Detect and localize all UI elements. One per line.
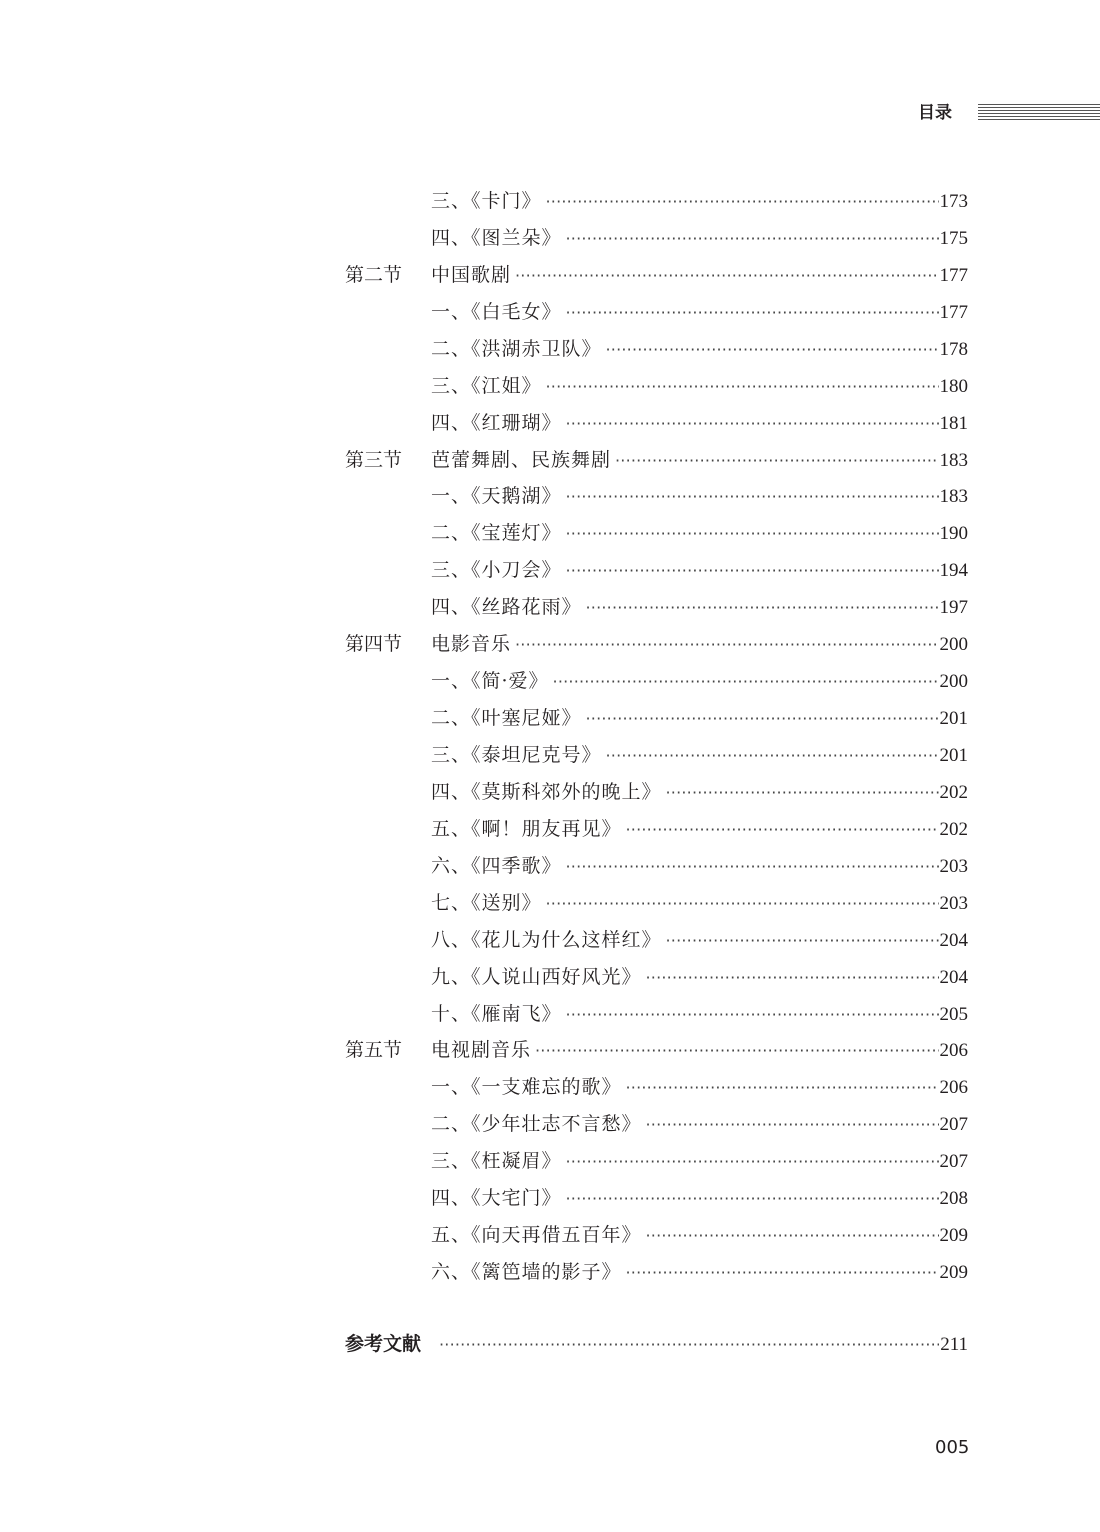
toc-entry-page: 206 [939,1040,968,1062]
toc-entry[interactable] [431,703,968,733]
toc-section-entry[interactable] [345,1035,968,1065]
toc-section-entry[interactable] [345,445,968,475]
toc-entry-label: 五、《向天再借五百年》 [431,1224,642,1246]
dot-leader [515,629,938,660]
toc-entry-page: 201 [939,745,968,766]
toc-entry-label: 四、《莫斯科郊外的晚上》 [431,780,662,803]
toc-entry[interactable] [431,408,968,438]
dot-leader [546,888,939,919]
toc-entry-page: 181 [939,412,968,434]
toc-entry-label: 三、《枉凝眉》 [431,1150,562,1173]
toc-entry-page: 204 [939,966,968,988]
toc-entry[interactable] [431,1220,968,1250]
toc-entry-page: 202 [939,781,968,803]
toc-entry-page: 201 [939,708,968,729]
toc-section-number: 第五节 [345,1039,403,1062]
toc-entry-page: 178 [939,338,968,360]
dot-leader [566,999,939,1030]
toc-section-number: 第二节 [345,263,403,286]
toc-entry-page: 180 [939,375,968,397]
dot-leader [566,408,939,439]
toc-entry-page: 200 [939,671,968,693]
toc-entry-page: 194 [939,560,968,582]
toc-entry[interactable] [431,371,968,401]
dot-leader [666,925,939,956]
toc-entry-page: 200 [939,634,968,656]
toc-entry[interactable] [431,851,968,881]
toc-entry[interactable] [431,814,968,844]
toc-section-number: 第三节 [345,448,403,471]
toc-entry-label: 四、《丝路花雨》 [431,596,582,619]
toc-section-title: 芭蕾舞剧、民族舞剧 [431,448,612,471]
toc-entry-page: 202 [939,818,968,840]
toc-entry-label: 二、《少年壮志不言愁》 [431,1113,642,1136]
toc-entry-label: 一、《天鹅湖》 [431,485,562,508]
dot-leader [566,555,939,586]
dot-leader [646,1220,939,1251]
running-header-title: 目录 [918,103,952,123]
toc-entry-page: 173 [939,191,968,212]
page-number: 005 [935,1437,970,1458]
dot-leader [439,1329,939,1360]
dot-leader [566,481,939,512]
toc-entry-label: 三、《小刀会》 [431,559,562,582]
toc-entry-page: 177 [939,264,968,286]
dot-leader [515,260,938,291]
toc-entry-label: 六、《篱笆墙的影子》 [431,1261,622,1283]
dot-leader [546,371,939,402]
dot-leader [586,703,939,734]
dot-leader [566,223,939,254]
dot-leader [615,445,938,476]
toc-entry[interactable] [431,297,968,327]
toc-entry[interactable] [431,777,968,807]
dot-leader [546,186,939,217]
toc-entry-page: 205 [939,1003,968,1025]
toc-entry-page: 207 [939,1114,968,1136]
dot-leader [666,777,939,808]
toc-entry-page: 175 [939,227,968,249]
toc-entry[interactable] [431,334,968,364]
toc-entry-label: 四、《大宅门》 [431,1187,562,1210]
header-rule-lines [978,104,1100,120]
toc-entry-label: 五、《啊！朋友再见》 [431,817,622,840]
toc-entry-label: 四、《红珊瑚》 [431,411,562,434]
toc-entry[interactable] [431,555,968,585]
dot-leader [566,1183,939,1214]
toc-entry[interactable] [431,1146,968,1176]
toc-entry-label: 四、《图兰朵》 [431,226,562,249]
toc-entry-label: 六、《四季歌》 [431,854,562,877]
toc-entry[interactable] [431,666,968,696]
dot-leader [606,334,939,365]
toc-entry-references[interactable] [345,1329,968,1359]
toc-section-number: 第四节 [345,633,403,656]
dot-leader [566,518,939,549]
toc-entry-page: 208 [939,1188,968,1210]
dot-leader [626,814,939,845]
dot-leader [566,851,939,882]
toc-entry-page: 203 [939,855,968,877]
toc-entry-label [345,445,611,475]
toc-entry-label: 参考文献 [345,1333,422,1355]
dot-leader [535,1035,938,1066]
dot-leader [566,297,939,328]
toc-entry-page: 204 [939,929,968,951]
dot-leader [626,1072,939,1103]
toc-entry-label: 九、《人说山西好风光》 [431,965,642,988]
toc-entry-label [345,1035,531,1065]
toc-entry-page: 183 [939,449,968,471]
toc-section-entry[interactable] [345,260,968,290]
dot-leader [646,962,939,993]
toc-entry-page: 206 [939,1077,968,1099]
toc-entry[interactable] [431,1072,968,1102]
toc-entry-page: 197 [939,597,968,619]
toc-entry-page: 177 [939,301,968,323]
toc-section-entry[interactable] [345,629,968,659]
toc-entry[interactable] [431,223,968,253]
toc-entry[interactable] [431,999,968,1029]
toc-entry-label [345,260,511,290]
toc-entry-label: 一、《简·爱》 [431,670,549,693]
toc-entry[interactable] [431,1183,968,1213]
toc-entry-page: 203 [939,892,968,914]
toc-entry[interactable] [431,481,968,511]
toc-entry-page: 183 [939,486,968,508]
toc-section-title: 电影音乐 [431,633,512,656]
dot-leader [566,1146,939,1177]
toc-entry[interactable] [431,925,968,955]
toc-entry-label: 三、《泰坦尼克号》 [431,744,602,766]
toc-entry-label: 二、《叶塞尼娅》 [431,707,582,729]
dot-leader [626,1257,939,1288]
dot-leader [606,740,939,771]
toc-entry[interactable] [431,962,968,992]
toc-entry-label: 一、《一支难忘的歌》 [431,1076,622,1099]
dot-leader [586,592,939,623]
toc-entry-label [345,629,511,659]
toc-entry-page: 209 [939,1225,968,1246]
toc-entry[interactable] [431,518,968,548]
toc-section-title: 中国歌剧 [431,263,512,286]
toc-entry-page: 207 [939,1151,968,1173]
toc-entry-label: 二、《洪湖赤卫队》 [431,337,602,360]
toc-entry-label: 七、《送别》 [431,891,542,914]
toc-entry-page: 211 [940,1334,968,1355]
toc-entry[interactable] [431,1257,968,1287]
toc-section-title: 电视剧音乐 [431,1039,532,1062]
toc-entry-page: 190 [939,523,968,545]
toc-entry-label: 二、《宝莲灯》 [431,522,562,545]
toc-entry-label: 三、《卡门》 [431,190,542,212]
toc-entry-page: 209 [939,1262,968,1283]
toc-entry[interactable] [431,592,968,622]
toc-entry-label: 八、《花儿为什么这样红》 [431,928,662,951]
toc-entry-label: 一、《白毛女》 [431,300,562,323]
toc-entry-label: 三、《江姐》 [431,374,542,397]
toc-entry[interactable] [431,186,968,216]
toc-entry[interactable] [431,888,968,918]
toc-entry[interactable] [431,1109,968,1139]
toc-entry-label: 十、《雁南飞》 [431,1002,562,1025]
dot-leader [553,666,939,697]
dot-leader [646,1109,939,1140]
toc-entry[interactable] [431,740,968,770]
